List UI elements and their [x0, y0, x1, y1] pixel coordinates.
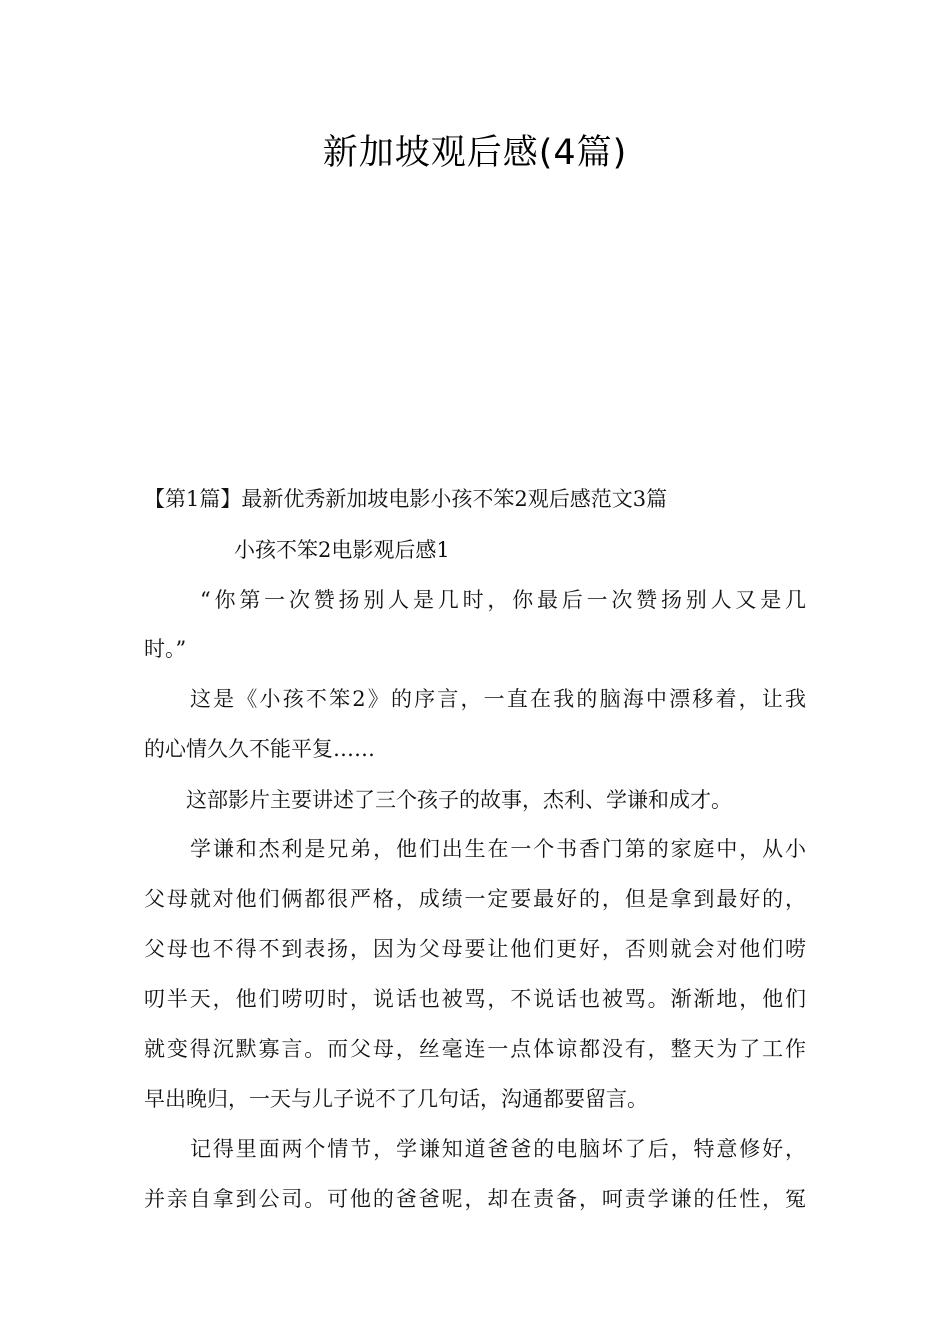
paragraph-line: 学谦和杰利是兄弟，他们出生在一个书香门第的家庭中，从小	[190, 837, 806, 861]
paragraph-line: 记得里面两个情节，学谦知道爸爸的电脑坏了后，特意修好，	[190, 1137, 806, 1161]
paragraph-line: 就变得沉默寡言。而父母，丝毫连一点体谅都没有，整天为了工作	[144, 1037, 806, 1061]
paragraph-line: 早出晚归，一天与儿子说不了几句话，沟通都要留言。	[144, 1087, 648, 1111]
paragraph-line: 并亲自拿到公司。可他的爸爸呢，却在责备，呵责学谦的任性，冤	[144, 1187, 806, 1211]
document-title: 新加坡观后感(4篇)	[322, 133, 628, 173]
paragraph-line: 父母也不得不到表扬，因为父母要让他们更好，否则就会对他们唠	[144, 937, 806, 961]
paragraph-line: 的心情久久不能平复……	[144, 737, 375, 761]
paragraph-line: 这是《小孩不笨2》的序言，一直在我的脑海中漂移着，让我	[190, 687, 806, 711]
paragraph-line: 父母就对他们俩都很严格，成绩一定要最好的，但是拿到最好的，	[144, 887, 806, 911]
paragraph-line: 叨半天，他们唠叨时，说话也被骂，不说话也被骂。渐渐地，他们	[144, 987, 806, 1011]
paragraph-line: “你第一次赞扬别人是几时，你最后一次赞扬别人又是几	[200, 588, 806, 612]
sub-heading: 小孩不笨2电影观后感1	[234, 538, 450, 562]
paragraph-line: 这部影片主要讲述了三个孩子的故事，杰利、学谦和成才。	[186, 788, 732, 812]
section-heading: 【第1篇】最新优秀新加坡电影小孩不笨2观后感范文3篇	[144, 487, 668, 511]
paragraph-line: 时。”	[144, 637, 187, 661]
